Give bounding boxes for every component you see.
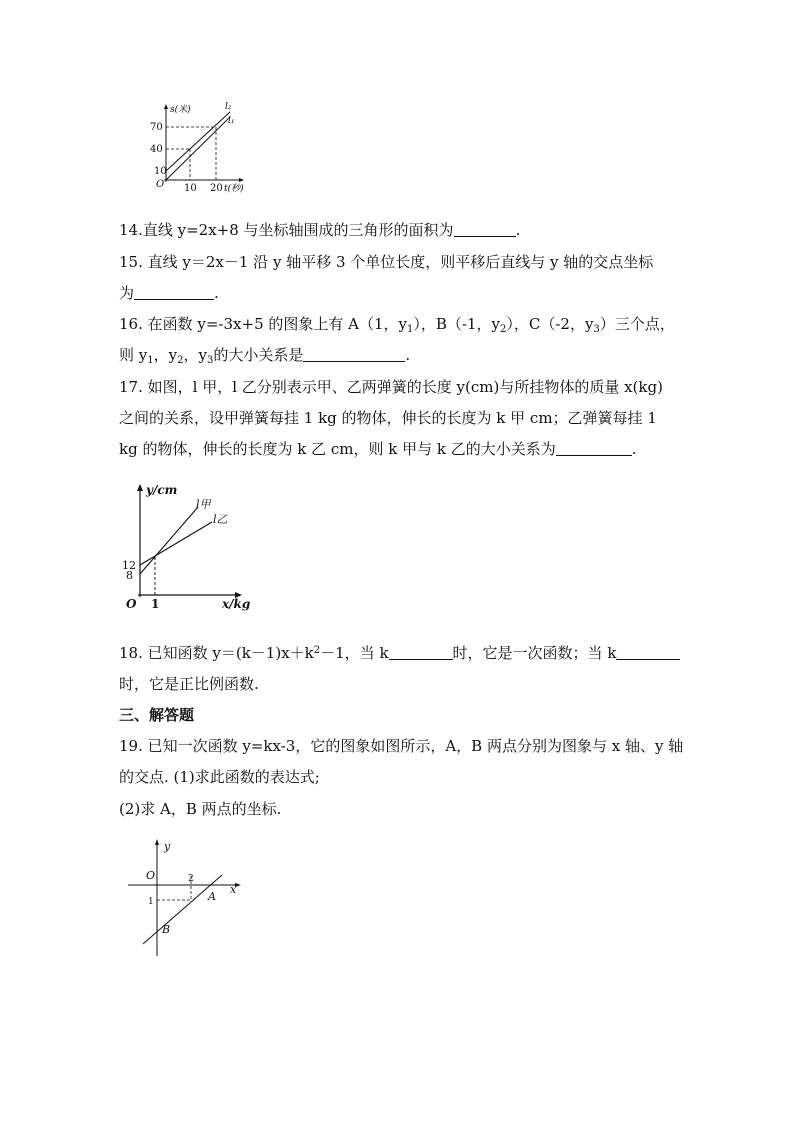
y-tick-12: 12 — [122, 559, 136, 572]
q18-part-b: －1，当 k — [320, 644, 389, 662]
line-l1 — [166, 117, 230, 180]
q16-part-d: ）三个点， — [599, 315, 675, 333]
figure-linear-graph — [126, 836, 256, 961]
q16-line2-d: 的大小关系是 — [213, 346, 304, 364]
origin-label: O — [126, 597, 137, 611]
q16-line2-sub-1: 1 — [147, 355, 154, 366]
label-l1: l₁ — [228, 116, 235, 126]
label-l2: l₂ — [225, 102, 232, 112]
q16-line2-sub-2: 2 — [177, 355, 184, 366]
q16-line2-sub-3: 3 — [206, 355, 214, 366]
question-15-line2 — [119, 284, 219, 302]
question-16-line2 — [119, 346, 410, 364]
question-14 — [119, 221, 520, 239]
line-l-yi — [140, 522, 212, 565]
x-tick-1: 1 — [151, 597, 160, 611]
q16-sub-2: 2 — [500, 324, 507, 335]
y-tick-40: 40 — [150, 144, 163, 155]
q16-line2-a: 则 y — [119, 346, 148, 364]
q16-part-c: ），C（-2，y — [506, 315, 594, 333]
question-19-line1: 19. 已知一次函数 y=kx-3，它的图象如图所示，A，B 两点分别为图象与 x 轴、y 轴 — [119, 737, 684, 755]
question-17-line2: 之间的关系，设甲弹簧每挂 1 kg 的物体，伸长的长度为 k 甲 cm；乙弹簧每挂 1 — [119, 409, 657, 427]
q16-answer-blank — [303, 347, 405, 362]
point-a-label: A — [208, 890, 216, 903]
t-axis-label: t(秒) — [224, 184, 244, 194]
q15-end: . — [214, 284, 219, 302]
q16-sub-1: 1 — [407, 324, 414, 335]
question-18-line1 — [119, 644, 680, 662]
y-tick-8: 8 — [126, 569, 133, 582]
question-19-line3: (2)求 A，B 两点的坐标. — [119, 800, 282, 818]
line-l-jia — [140, 507, 198, 574]
question-19-line2: 的交点. (1)求此函数的表达式; — [119, 768, 320, 786]
t-axis-arrow — [239, 178, 244, 182]
q18-blank-2 — [616, 645, 680, 660]
x-axis-label: x — [230, 883, 237, 896]
x-tick-20: 20 — [210, 183, 223, 194]
q15-prefix: 为 — [119, 284, 135, 302]
q18-sup: 2 — [313, 645, 321, 656]
q16-line2-b: ，y — [153, 346, 178, 364]
q18-part-a: 18. 已知函数 y＝(k－1)x＋k — [119, 644, 314, 662]
label-l-jia: l甲 — [196, 498, 211, 511]
origin-label: O — [156, 179, 165, 190]
q16-line2-c: ，y — [183, 346, 207, 364]
y-axis-label: y/cm — [146, 483, 178, 497]
question-16-line1 — [119, 315, 675, 333]
origin-label: O — [146, 869, 156, 882]
x-axis-label: x/kg — [222, 597, 251, 611]
y-axis-arrow — [155, 839, 159, 845]
figure-s-t-graph — [140, 96, 260, 196]
question-17-line3 — [119, 440, 637, 458]
y-tick-10: 10 — [154, 166, 167, 177]
q18-part-c: 时，它是一次函数；当 k — [452, 644, 617, 662]
q14-text: 14.直线 y=2x+8 与坐标轴围成的三角形的面积为 — [119, 221, 454, 239]
q18-blank-1 — [389, 645, 453, 660]
figure-spring-graph — [116, 478, 261, 618]
q14-answer-blank — [454, 222, 516, 237]
q15-answer-blank — [134, 285, 214, 300]
q17-answer-blank — [556, 441, 632, 456]
s-axis-label: s(米) — [170, 105, 191, 115]
question-18-line2: 时，它是正比例函数. — [119, 675, 259, 693]
point-b-label: B — [162, 923, 171, 936]
section-heading: 三、解答题 — [119, 706, 195, 724]
y-tick-1: 1 — [148, 897, 154, 907]
s-axis-arrow — [164, 104, 168, 109]
q16-part-a: 16. 在函数 y=-3x+5 的图象上有 A（1，y — [119, 315, 408, 333]
question-15-line1: 15. 直线 y＝2x－1 沿 y 轴平移 3 个单位长度，则平移后直线与 y 轴的交点坐标 — [119, 253, 654, 271]
q16-end: . — [405, 346, 411, 364]
y-tick-70: 70 — [150, 122, 163, 133]
y-axis-arrow — [137, 484, 143, 491]
y-axis-label: y — [164, 840, 171, 853]
q14-end: . — [515, 221, 521, 239]
line-l2 — [166, 112, 230, 171]
x-tick-10: 10 — [184, 183, 197, 194]
question-17-line1: 17. 如图，l 甲，l 乙分别表示甲、乙两弹簧的长度 y(cm)与所挂物体的质量 x(kg) — [119, 378, 663, 396]
q17-end: . — [631, 440, 637, 458]
x-tick-2: 2 — [188, 874, 194, 884]
label-l-yi: l乙 — [213, 513, 228, 526]
q16-sub-3: 3 — [593, 324, 600, 335]
q16-part-b: ），B（-1，y — [413, 315, 500, 333]
q17-line3-text: kg 的物体，伸长的长度为 k 乙 cm，则 k 甲与 k 乙的大小关系为 — [119, 440, 556, 458]
